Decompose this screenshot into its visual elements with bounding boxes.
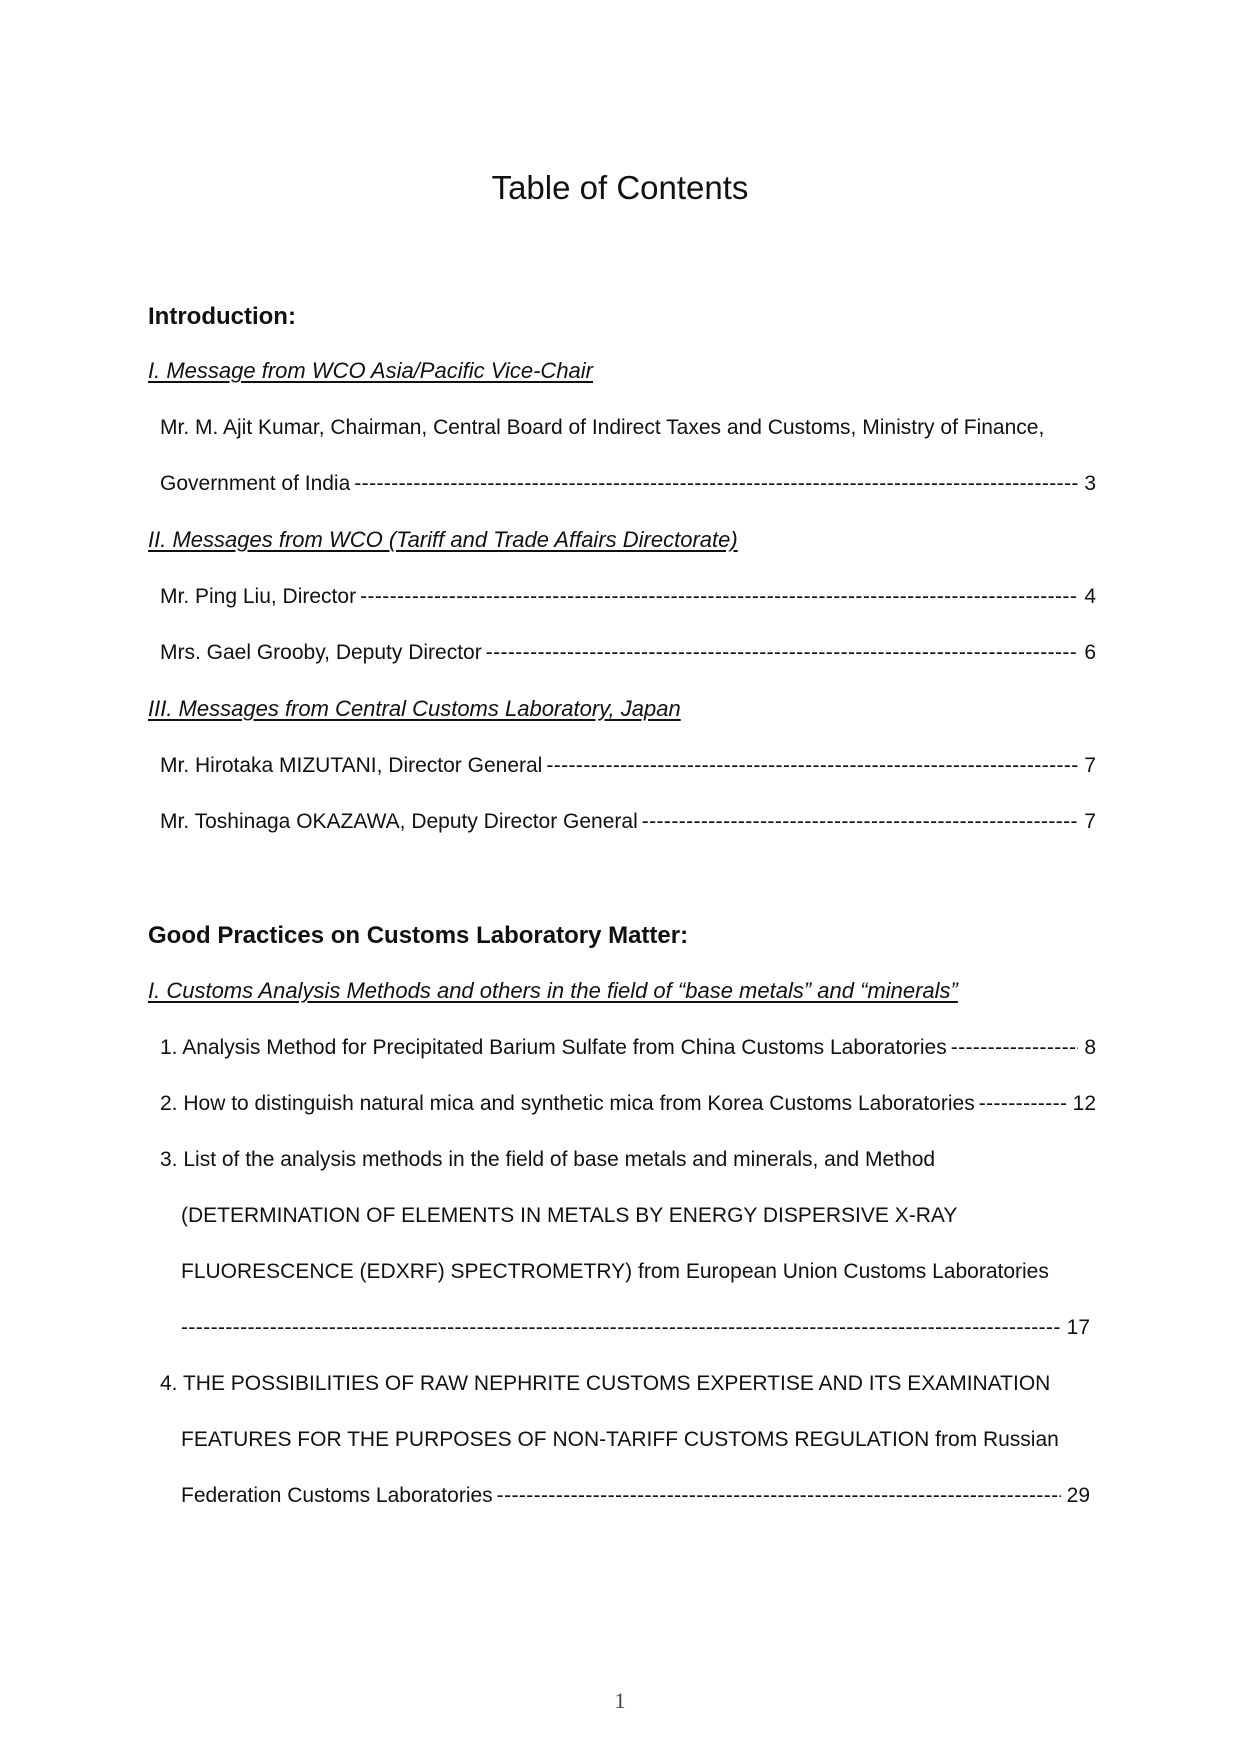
toc-section-title[interactable]: I. Message from WCO Asia/Pacific Vice-Chair bbox=[148, 358, 594, 383]
dot-leader bbox=[486, 639, 1079, 667]
toc-entry[interactable] bbox=[160, 808, 1096, 836]
toc-entry[interactable] bbox=[181, 1314, 1090, 1342]
dot-leader bbox=[181, 1314, 1061, 1342]
page-number: 1 bbox=[614, 1688, 626, 1713]
toc-entry-text: 1. Analysis Method for Precipitated Barium Sulfate from China Customs Laboratories bbox=[160, 1036, 947, 1059]
good-practices-heading: Good Practices on Customs Laboratory Matter: bbox=[148, 922, 689, 949]
toc-page-number: 17 bbox=[1066, 1316, 1090, 1339]
toc-section-title[interactable]: III. Messages from Central Customs Laboratory, Japan bbox=[148, 696, 681, 721]
dot-leader bbox=[546, 752, 1078, 780]
toc-page-number: 7 bbox=[1084, 810, 1096, 833]
dot-leader bbox=[951, 1034, 1079, 1062]
toc-entry-text: Mr. Toshinaga OKAZAWA, Deputy Director General bbox=[160, 810, 638, 833]
toc-entry-line: (DETERMINATION OF ELEMENTS IN METALS BY ENERGY DISPERSIVE X-RAY bbox=[181, 1204, 958, 1227]
toc-page-number: 12 bbox=[1072, 1092, 1096, 1115]
toc-entry-text: 2. How to distinguish natural mica and synthetic mica from Korea Customs Laboratories bbox=[160, 1092, 975, 1115]
toc-entry[interactable] bbox=[160, 639, 1096, 667]
dot-leader bbox=[354, 470, 1078, 498]
dot-leader bbox=[497, 1482, 1061, 1510]
page-title: Table of Contents bbox=[491, 169, 749, 206]
dot-leader bbox=[979, 1090, 1067, 1118]
toc-entry-line: FEATURES FOR THE PURPOSES OF NON-TARIFF CUSTOMS REGULATION from Russian bbox=[181, 1428, 1059, 1451]
toc-page-number: 4 bbox=[1084, 585, 1096, 608]
toc-section-title[interactable]: I. Customs Analysis Methods and others in the field of “base metals” and “minerals” bbox=[148, 978, 958, 1003]
toc-entry-line: Mr. M. Ajit Kumar, Chairman, Central Board of Indirect Taxes and Customs, Ministry of Finance, bbox=[160, 416, 1045, 439]
toc-entry-text: Government of India bbox=[160, 472, 351, 495]
toc-entry[interactable] bbox=[181, 1482, 1090, 1510]
toc-page-number: 8 bbox=[1084, 1036, 1096, 1059]
dot-leader bbox=[360, 583, 1078, 611]
introduction-heading: Introduction: bbox=[148, 303, 296, 330]
toc-entry-text: Mr. Hirotaka MIZUTANI, Director General bbox=[160, 754, 543, 777]
toc-entry-text: Mr. Ping Liu, Director bbox=[160, 585, 357, 608]
toc-page-number: 6 bbox=[1084, 641, 1096, 664]
toc-page-number: 7 bbox=[1084, 754, 1096, 777]
toc-page-number: 29 bbox=[1066, 1484, 1090, 1507]
toc-entry-line: 4. THE POSSIBILITIES OF RAW NEPHRITE CUSTOMS EXPERTISE AND ITS EXAMINATION bbox=[160, 1372, 1051, 1395]
toc-entry[interactable] bbox=[160, 470, 1096, 498]
toc-section-title[interactable]: II. Messages from WCO (Tariff and Trade Affairs Directorate) bbox=[148, 527, 738, 552]
toc-entry-text: Mrs. Gael Grooby, Deputy Director bbox=[160, 641, 482, 664]
toc-entry-text: Federation Customs Laboratories bbox=[181, 1484, 493, 1507]
toc-entry[interactable] bbox=[160, 1034, 1096, 1062]
toc-entry-line: FLUORESCENCE (EDXRF) SPECTROMETRY) from European Union Customs Laboratories bbox=[181, 1260, 1049, 1283]
toc-entry[interactable] bbox=[160, 752, 1096, 780]
toc-page-number: 3 bbox=[1084, 472, 1096, 495]
toc-entry[interactable] bbox=[160, 1090, 1096, 1118]
toc-entry[interactable] bbox=[160, 583, 1096, 611]
toc-entry-line: 3. List of the analysis methods in the field of base metals and minerals, and Method bbox=[160, 1148, 936, 1171]
dot-leader bbox=[642, 808, 1079, 836]
